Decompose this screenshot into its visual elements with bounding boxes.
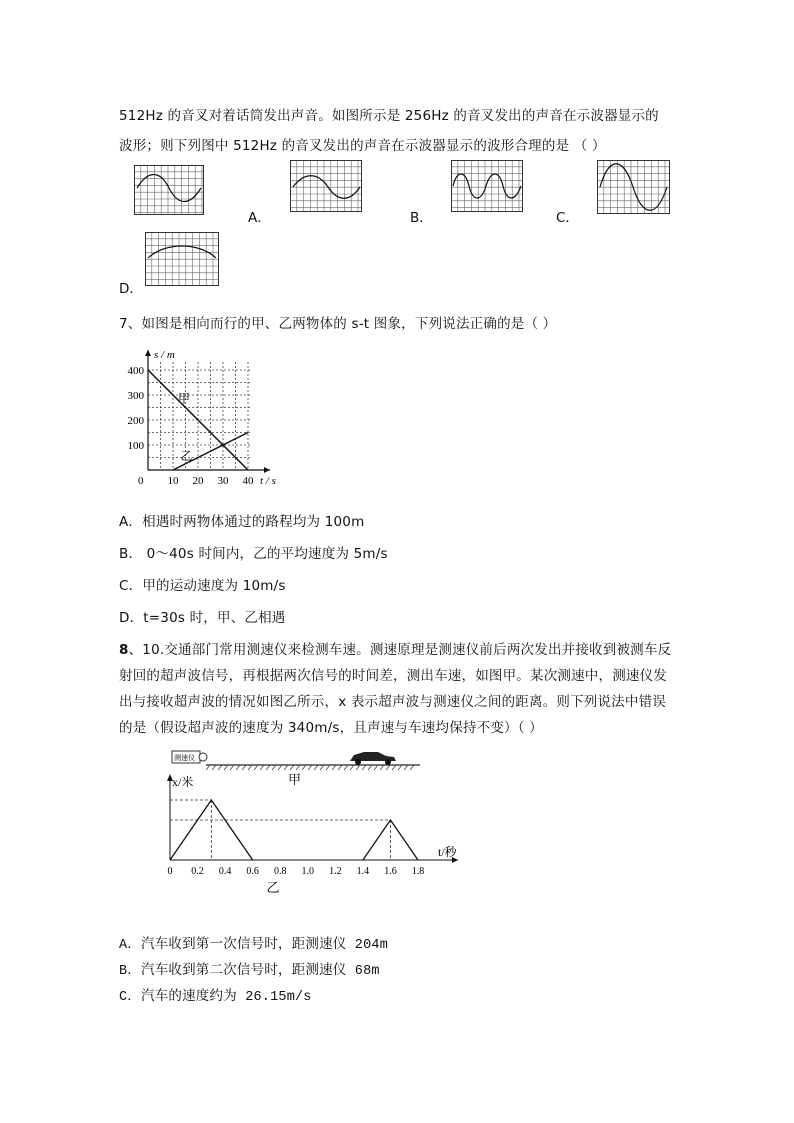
st-y-tick: 100 <box>127 440 144 452</box>
st-y-arrow <box>145 350 151 356</box>
q6-option-a-label: A． <box>248 210 271 226</box>
xt-x-tick: 1.0 <box>301 866 315 877</box>
option-c-waveform <box>597 160 670 214</box>
xt-x-tick: 0.8 <box>273 866 287 877</box>
q8-line-4: 的是（假设超声波的速度为 340m/s，且声速与车速均保持不变）（ ） <box>119 720 543 736</box>
q6-line-1: 512Hz 的音叉对着话筒发出声音。如图所示是 256Hz 的音叉发出的声音在示波器显示的 <box>119 108 659 124</box>
xt-guide-lines <box>170 800 390 860</box>
car-icon <box>350 752 396 765</box>
q8-option-a: A．汽车收到第一次信号时，距测速仪 204m <box>119 938 389 953</box>
xt-x-tick: 0.2 <box>191 866 204 877</box>
xt-x-tick: 0.4 <box>218 866 232 877</box>
q8-line-1 <box>119 638 671 658</box>
xt-series <box>170 800 418 860</box>
series-label-yi: 乙 <box>180 449 193 463</box>
option-d-waveform <box>145 232 219 286</box>
xt-x-tick: 1.2 <box>329 866 342 877</box>
xt-caption: 乙 <box>266 880 280 895</box>
st-x-axis-label: t / s <box>260 475 276 487</box>
st-x-tick: 30 <box>217 475 229 487</box>
st-axes <box>145 350 270 473</box>
st-y-tick: 400 <box>127 365 144 377</box>
detector-lens-icon <box>199 753 207 761</box>
xt-x-axis-label: t/秒 <box>438 845 457 859</box>
xt-x-tick: 0 <box>167 866 173 877</box>
q8-line-3: 出与接收超声波的情况如图乙所示，x 表示超声波与测速仪之间的距离。则下列说法中错误 <box>119 694 666 710</box>
q6-option-b-label: B． <box>410 210 433 226</box>
q8-option-c: C．汽车的速度约为 26.15m/s <box>119 990 312 1005</box>
st-origin-label: 0 <box>138 475 144 487</box>
q7-stem: 7、如图是相向而行的甲、乙两物体的 s-t 图象，下列说法正确的是（ ） <box>119 316 557 332</box>
xt-x-tick: 0.6 <box>246 866 259 877</box>
st-grid <box>148 362 252 470</box>
xt-x-tick: 1.4 <box>356 866 370 877</box>
xt-graph <box>158 770 468 900</box>
q8-number: 8 <box>119 642 129 658</box>
st-y-axis-label: s / m <box>154 349 175 361</box>
q7-option-a: A．相遇时两物体通过的路程均为 100m <box>119 514 365 530</box>
figure-jia-caption: 甲 <box>288 772 302 787</box>
q8-option-b: B．汽车收到第二次信号时，距测速仪 68m <box>119 964 380 979</box>
st-ticks <box>128 365 255 487</box>
q8-line-2: 射回的超声波信号，再根据两次信号的时间差，测出车速，如图甲。某次测速中，测速仪发 <box>119 668 667 684</box>
q8-line-1-text: 、10.交通部门常用测速仪来检测车速。测速原理是测速仪前后两次发出并接收到被测车反 <box>128 642 672 658</box>
st-x-tick: 20 <box>192 475 204 487</box>
q7-option-c: C．甲的运动速度为 10m/s <box>119 578 286 594</box>
xt-y-axis-label: x/米 <box>172 775 194 789</box>
q7-option-d: D．t=30s 时，甲、乙相遇 <box>119 610 286 626</box>
q6-line-2: 波形；则下列图中 512Hz 的音叉发出的声音在示波器显示的波形合理的是 （ ） <box>119 138 606 154</box>
detector-label: 测速仪 <box>174 754 195 762</box>
q6-option-d-label: D． <box>119 281 143 297</box>
reference-waveform <box>134 165 204 215</box>
st-graph <box>118 340 288 490</box>
st-x-arrow <box>264 467 270 473</box>
xt-ticks <box>168 866 425 877</box>
option-a-waveform <box>290 160 362 212</box>
xt-x-tick: 1.8 <box>411 866 425 877</box>
option-b-waveform <box>451 160 523 212</box>
series-label-jia: 甲 <box>178 391 191 406</box>
st-y-tick: 200 <box>127 415 144 427</box>
st-y-tick: 300 <box>127 390 144 402</box>
xt-x-tick: 1.6 <box>384 866 397 877</box>
q7-option-b: B． 0～40s 时间内，乙的平均速度为 5m/s <box>119 546 388 562</box>
st-x-tick: 10 <box>167 475 179 487</box>
q6-option-c-label: C． <box>556 210 579 226</box>
st-x-tick: 40 <box>242 475 254 487</box>
xt-axes <box>167 774 458 863</box>
